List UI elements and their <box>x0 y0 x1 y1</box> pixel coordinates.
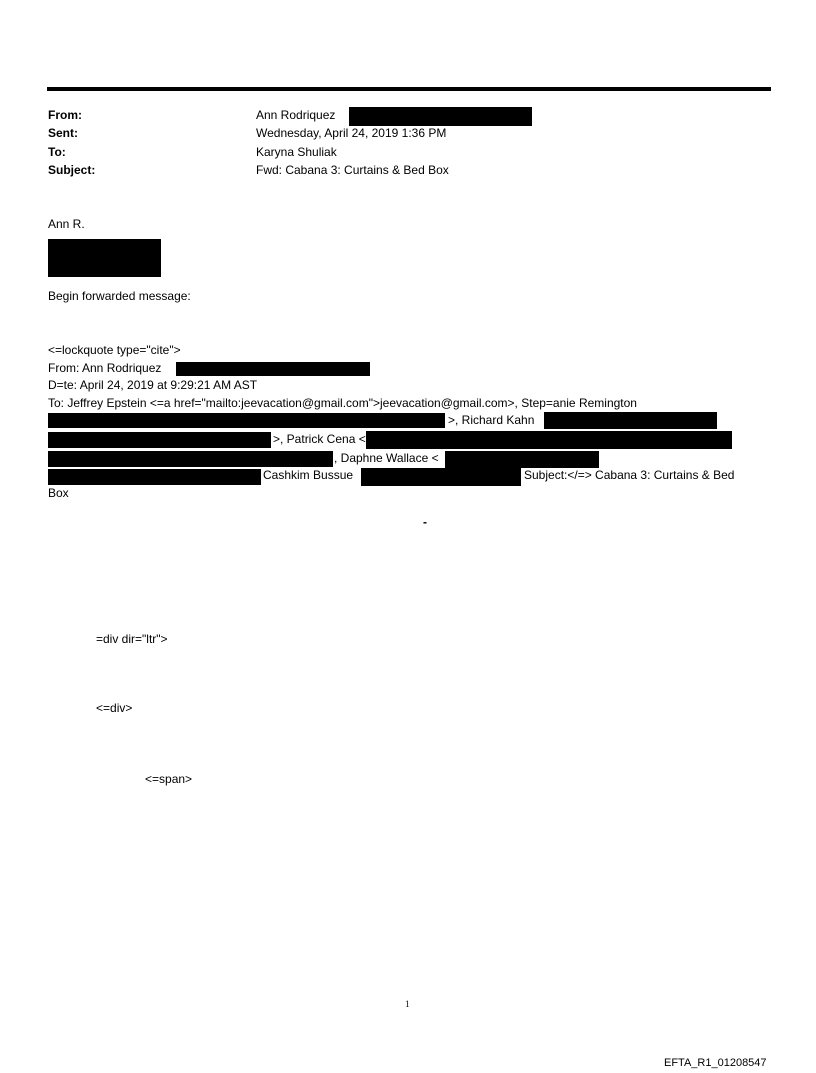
redaction-remington-email <box>48 413 445 428</box>
redaction-signature-block <box>48 239 161 277</box>
sent-value: Wednesday, April 24, 2019 1:36 PM <box>256 126 447 140</box>
div-tag: <=div> <box>96 701 133 715</box>
header-rule <box>47 87 771 91</box>
recipient-kahn: >, Richard Kahn <box>448 413 535 427</box>
redaction-cena-email <box>366 431 732 449</box>
from-label: From: <box>48 108 82 122</box>
recipient-bussue: Cashkim Bussue <box>263 468 354 482</box>
document-id: EFTA_R1_01208547 <box>664 1057 767 1069</box>
subject-value: Fwd: Cabana 3: Curtains & Bed Box <box>256 163 449 177</box>
to-label: To: <box>48 145 66 159</box>
div-dir-tag: =div dir="ltr"> <box>96 632 168 646</box>
redaction-cena-email-cont <box>48 451 333 467</box>
blockquote-tag: <=lockquote type="cite"> <box>48 343 181 357</box>
redaction-wallace-email <box>445 451 599 468</box>
inline-subject: Subject:</=> Cabana 3: Curtains & Bed <box>524 468 735 482</box>
subject-wrap: Box <box>48 486 69 500</box>
recipient-wallace: , Daphne Wallace < <box>334 451 439 465</box>
redaction-fwd-from-email <box>176 362 370 376</box>
sent-label: Sent: <box>48 126 78 140</box>
span-tag: <=span> <box>145 772 193 786</box>
recipient-cena: >, Patrick Cena < <box>273 432 366 446</box>
page-number: 1 <box>405 999 410 1009</box>
redaction-bussue-email <box>361 468 521 486</box>
forwarded-date: D=te: April 24, 2019 at 9:29:21 AM AST <box>48 378 258 392</box>
dash-mark: - <box>423 515 427 529</box>
signature: Ann R. <box>48 217 85 231</box>
subject-label: Subject: <box>48 163 96 177</box>
begin-forwarded-label: Begin forwarded message: <box>48 289 191 303</box>
forwarded-to: To: Jeffrey Epstein <=a href="mailto:jeevacation@gmail.com">jeevacation@gmail.com>, Step=anie Remington <box>48 396 637 410</box>
redaction-from-email <box>349 107 532 126</box>
redaction-kahn-email <box>544 412 717 429</box>
to-value: Karyna Shuliak <box>256 145 337 159</box>
forwarded-from: From: Ann Rodriquez <box>48 361 162 375</box>
redaction-kahn-email-cont <box>48 432 271 448</box>
redaction-wallace-email-cont <box>48 469 261 485</box>
from-value: Ann Rodriquez <box>256 108 336 122</box>
